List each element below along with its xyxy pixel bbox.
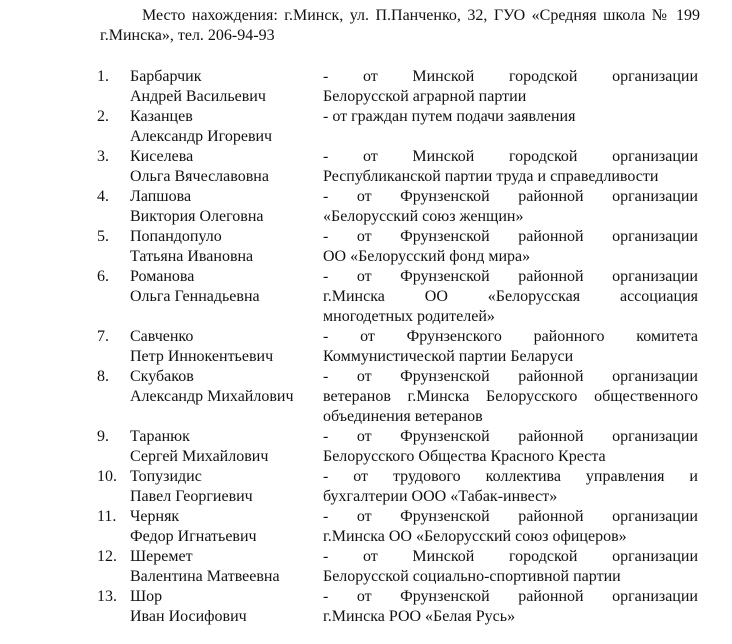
members-list xyxy=(97,67,702,627)
item-number: 7. xyxy=(97,328,109,345)
item-number: 13. xyxy=(97,588,117,605)
item-number: 10. xyxy=(97,468,117,485)
member-given-names: Ольга Геннадьевна xyxy=(130,288,260,305)
member-given-names: Ольга Вячеславовна xyxy=(130,168,269,185)
member-given-names: Сергей Михайлович xyxy=(130,448,269,465)
member-surname: Скубаков xyxy=(130,368,194,385)
member-name xyxy=(130,507,323,547)
member-given-names: Александр Михайлович xyxy=(130,388,294,405)
organization-line: г.Минска РОО «Белая Русь» xyxy=(323,608,516,625)
member-surname: Попандопуло xyxy=(130,228,222,245)
member-name xyxy=(130,267,323,307)
organization-line: бухгалтерии ООО «Табак-инвест» xyxy=(323,488,558,505)
member-name xyxy=(130,227,323,267)
member-surname: Шеремет xyxy=(130,548,193,565)
nominating-organization xyxy=(323,547,698,587)
list-item xyxy=(97,67,702,107)
item-number: 9. xyxy=(97,428,109,445)
member-name xyxy=(130,147,323,187)
organization-line: ветеранов г.Минска Белорусского общественного xyxy=(323,388,698,405)
organization-line: Белорусской аграрной партии xyxy=(323,88,527,105)
member-name xyxy=(130,547,323,587)
item-number: 1. xyxy=(97,68,109,85)
item-number: 5. xyxy=(97,228,109,245)
organization-line: - от Фрунзенской районной организации xyxy=(323,508,698,525)
member-given-names: Александр Игоревич xyxy=(130,128,273,145)
organization-line: г.Минска ОО «Белорусская ассоциация xyxy=(323,288,698,305)
member-surname: Лапшова xyxy=(130,188,192,205)
list-item xyxy=(97,107,702,147)
item-number: 6. xyxy=(97,268,109,285)
item-number: 3. xyxy=(97,148,109,165)
organization-line: - от Фрунзенской районной организации xyxy=(323,368,698,385)
nominating-organization xyxy=(323,67,698,107)
list-item xyxy=(97,187,702,227)
member-name xyxy=(130,327,323,367)
list-item xyxy=(97,367,702,427)
organization-line: - от Фрунзенской районной организации xyxy=(323,228,698,245)
list-item xyxy=(97,587,702,627)
member-given-names: Виктория Олеговна xyxy=(130,208,264,225)
member-name xyxy=(130,67,323,107)
organization-line: - от Фрунзенской районной организации xyxy=(323,428,698,445)
member-surname: Черняк xyxy=(130,508,180,525)
member-given-names: Иван Иосифович xyxy=(130,608,247,625)
member-surname: Таранюк xyxy=(130,428,190,445)
item-number: 2. xyxy=(97,108,109,125)
member-name xyxy=(130,467,323,507)
organization-line: - от трудового коллектива управления и xyxy=(323,468,698,485)
nominating-organization xyxy=(323,227,698,267)
member-surname: Киселева xyxy=(130,148,194,165)
organization-line: - от Фрунзенского районного комитета xyxy=(323,328,698,345)
member-given-names: Павел Георгиевич xyxy=(130,488,253,505)
organization-line: - от Фрунзенской районной организации xyxy=(323,268,698,285)
member-surname: Шор xyxy=(130,588,163,605)
organization-line: объединения ветеранов xyxy=(323,408,483,425)
location-header xyxy=(100,6,700,46)
organization-line: г.Минска ОО «Белорусский союз офицеров» xyxy=(323,528,627,545)
member-name xyxy=(130,187,323,227)
organization-line: Республиканской партии труда и справедливости xyxy=(323,168,659,185)
member-given-names: Татьяна Ивановна xyxy=(130,248,254,265)
nominating-organization xyxy=(323,327,698,367)
list-item xyxy=(97,267,702,327)
member-name xyxy=(130,427,323,467)
member-name xyxy=(130,107,323,147)
organization-line: Белорусской социально-спортивной партии xyxy=(323,568,621,585)
list-item xyxy=(97,467,702,507)
organization-line: - от граждан путем подачи заявления xyxy=(323,108,576,125)
organization-line: - от Минской городской организации xyxy=(323,68,698,85)
organization-line: «Белорусский союз женщин» xyxy=(323,208,524,225)
nominating-organization xyxy=(323,507,698,547)
organization-line: многодетных родителей» xyxy=(323,308,495,325)
nominating-organization xyxy=(323,147,698,187)
organization-line: Белорусского Общества Красного Креста xyxy=(323,448,606,465)
nominating-organization xyxy=(323,587,698,627)
member-surname: Топузидис xyxy=(130,468,202,485)
list-item xyxy=(97,327,702,367)
list-item xyxy=(97,147,702,187)
organization-line: ОО «Белорусский фонд мира» xyxy=(323,248,531,265)
member-given-names: Федор Игнатьевич xyxy=(130,528,257,545)
list-item xyxy=(97,427,702,467)
member-name xyxy=(130,367,323,407)
member-name xyxy=(130,587,323,627)
organization-line: - от Фрунзенской районной организации xyxy=(323,188,698,205)
organization-line: - от Минской городской организации xyxy=(323,548,698,565)
member-given-names: Андрей Васильевич xyxy=(130,88,266,105)
nominating-organization xyxy=(323,107,698,127)
nominating-organization xyxy=(323,427,698,467)
nominating-organization xyxy=(323,367,698,427)
list-item xyxy=(97,507,702,547)
nominating-organization xyxy=(323,187,698,227)
item-number: 4. xyxy=(97,188,109,205)
item-number: 8. xyxy=(97,368,109,385)
member-given-names: Петр Иннокентьевич xyxy=(130,348,274,365)
list-item xyxy=(97,227,702,267)
item-number: 12. xyxy=(97,548,117,565)
member-surname: Романова xyxy=(130,268,195,285)
organization-line: Коммунистической партии Беларуси xyxy=(323,348,574,365)
nominating-organization xyxy=(323,467,698,507)
member-surname: Барбарчик xyxy=(130,68,202,85)
nominating-organization xyxy=(323,267,698,327)
member-given-names: Валентина Матвеевна xyxy=(130,568,280,585)
item-number: 11. xyxy=(97,508,117,525)
member-surname: Савченко xyxy=(130,328,194,345)
member-surname: Казанцев xyxy=(130,108,193,125)
organization-line: - от Фрунзенской районной организации xyxy=(323,588,698,605)
list-item xyxy=(97,547,702,587)
location-text: Место нахождения: г.Минск, ул. П.Панченко, 32, ГУО «Средняя школа № 199 г.Минска», тел. 206-94-93 xyxy=(100,7,700,44)
organization-line: - от Минской городской организации xyxy=(323,148,698,165)
